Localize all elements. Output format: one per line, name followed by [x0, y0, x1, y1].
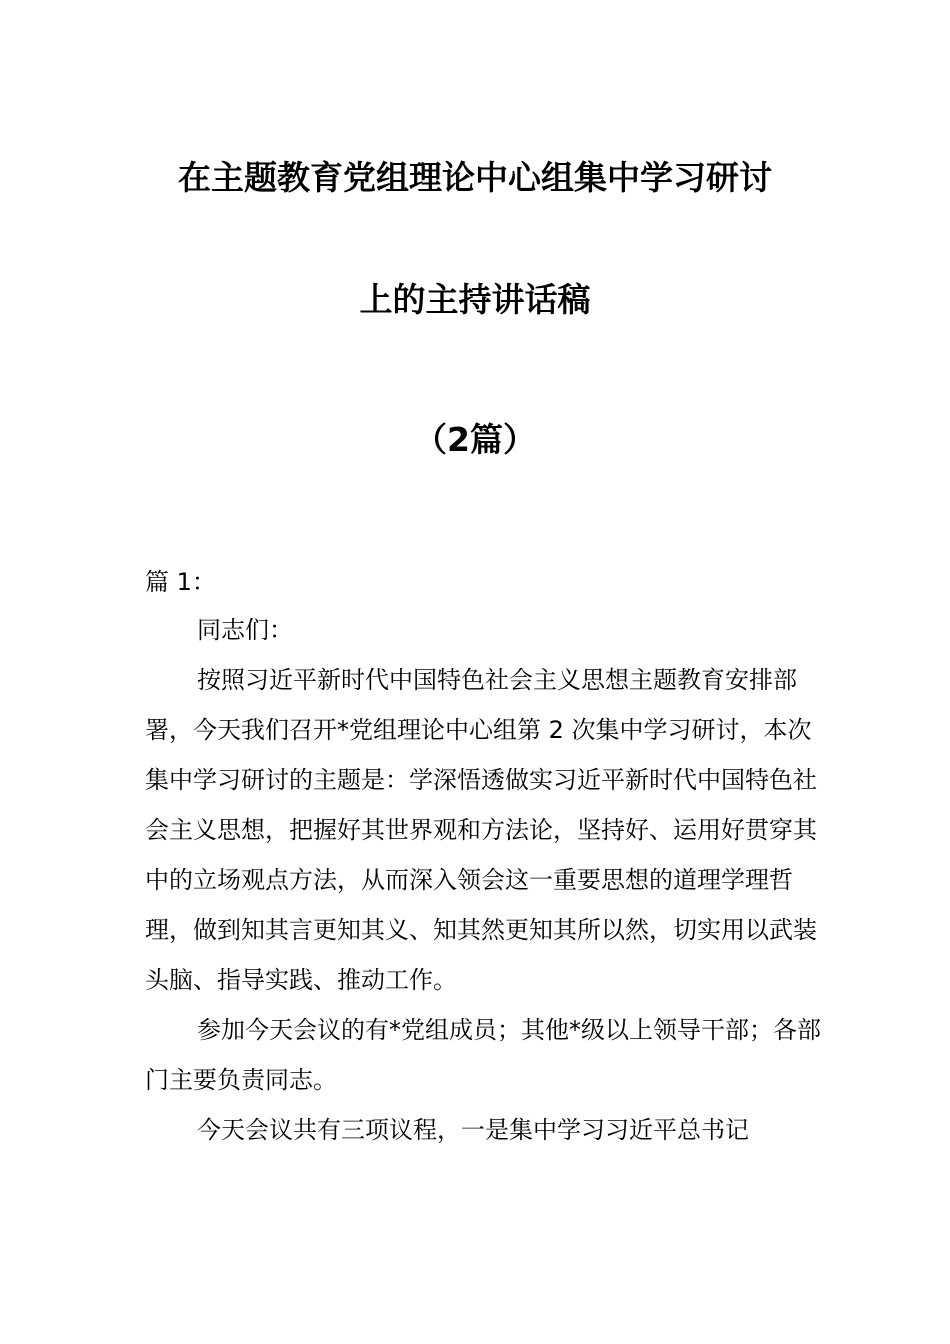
paragraph-attendees: 参加今天会议的有*党组成员；其他*级以上领导干部；各部门主要负责同志。	[145, 1016, 821, 1094]
paragraph-salutation: 同志们：	[197, 616, 293, 644]
paragraph-agenda: 今天会议共有三项议程，一是集中学习习近平总书记	[197, 1116, 749, 1144]
section-label: 篇 1：	[145, 568, 216, 596]
document-title-line-2: 上的主持讲话稿	[359, 280, 591, 319]
paragraph-intro: 按照习近平新时代中国特色社会主义思想主题教育安排部署，今天我们召开*党组理论中心组第 2 次集中学习研讨，本次集中学习研讨的主题是：学深悟透做实习近平新时代中国特色社会主义思想，把握好其世界观和方法论，坚持好、运用好贯穿其中的立场观点方法，从而深入领会这一重要思想的道理学理哲理，做到知其言更知其义、知其然更知其所以然，切实用以武装头脑、指导实践、推动工作。	[145, 666, 817, 994]
document-title-count: （2篇）	[414, 420, 536, 459]
document-title-line-1: 在主题教育党组理论中心组集中学习研讨	[178, 158, 772, 197]
document-body	[145, 605, 835, 1155]
